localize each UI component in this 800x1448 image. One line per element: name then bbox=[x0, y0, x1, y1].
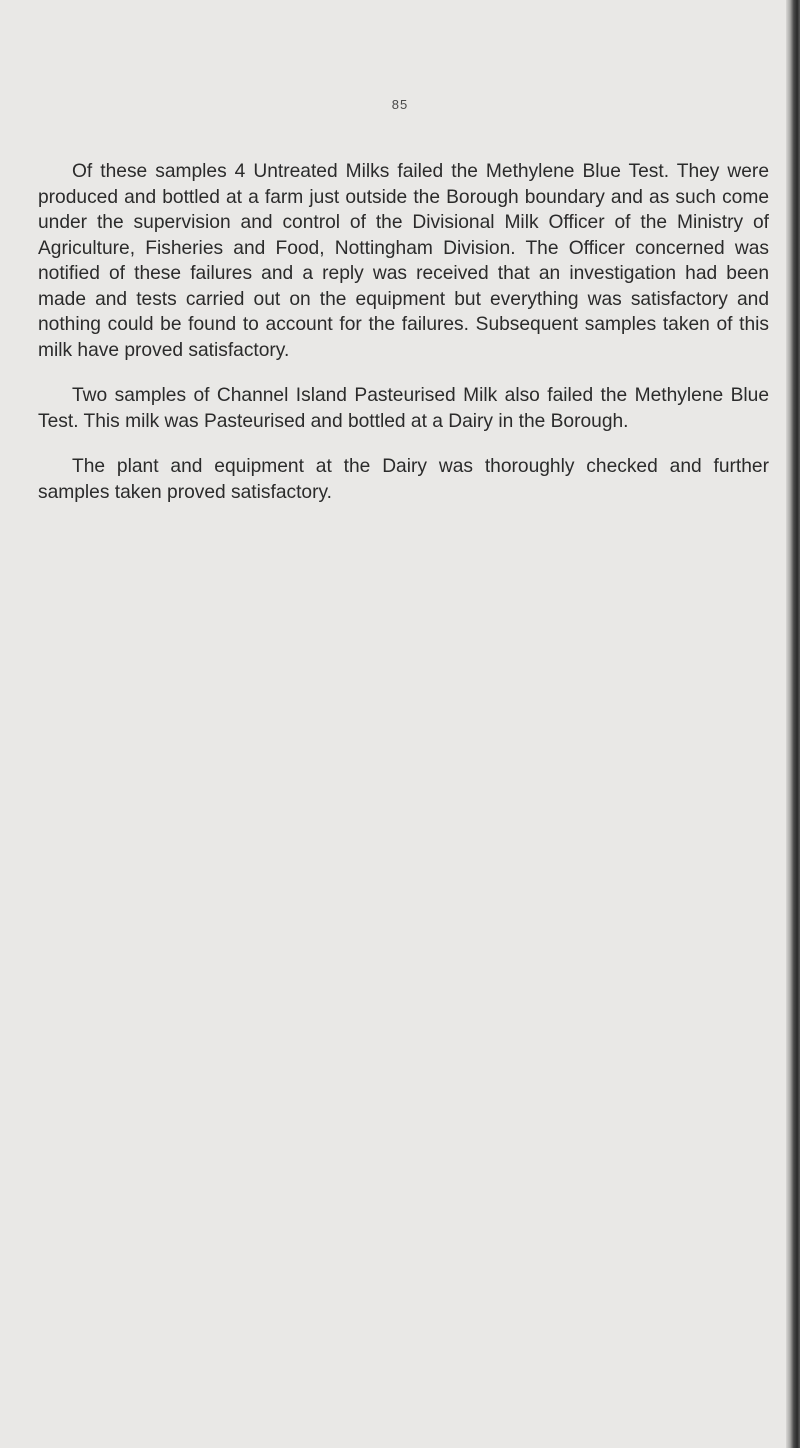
body-text bbox=[38, 159, 769, 525]
paragraph-untreated-milk-failures: Of these samples 4 Untreated Milks failed the Methylene Blue Test. They were produced and bottled at a farm just outside the Borough boundary and as such come under the supervision and control of the Divisional Milk Officer of the Ministry of Agriculture, Fisheries and Food, Nottingham Division. The Officer concerned was notified of these failures and a reply was received that an investigation had been made and tests carried out on the equipment but everything was satisfactory and nothing could be found to account for the failures. Subsequent samples taken of this milk have proved satisfactory. bbox=[38, 161, 769, 361]
paragraph-dairy-check: The plant and equipment at the Dairy was thoroughly checked and further samples taken proved satisfactory. bbox=[38, 456, 769, 503]
paragraph-channel-island-milk: Two samples of Channel Island Pasteurised Milk also failed the Methylene Blue Test. This milk was Pasteurised and bottled at a Dairy in the Borough. bbox=[38, 385, 769, 432]
page-number: 85 bbox=[391, 97, 409, 112]
page-binding-edge bbox=[786, 0, 800, 1448]
